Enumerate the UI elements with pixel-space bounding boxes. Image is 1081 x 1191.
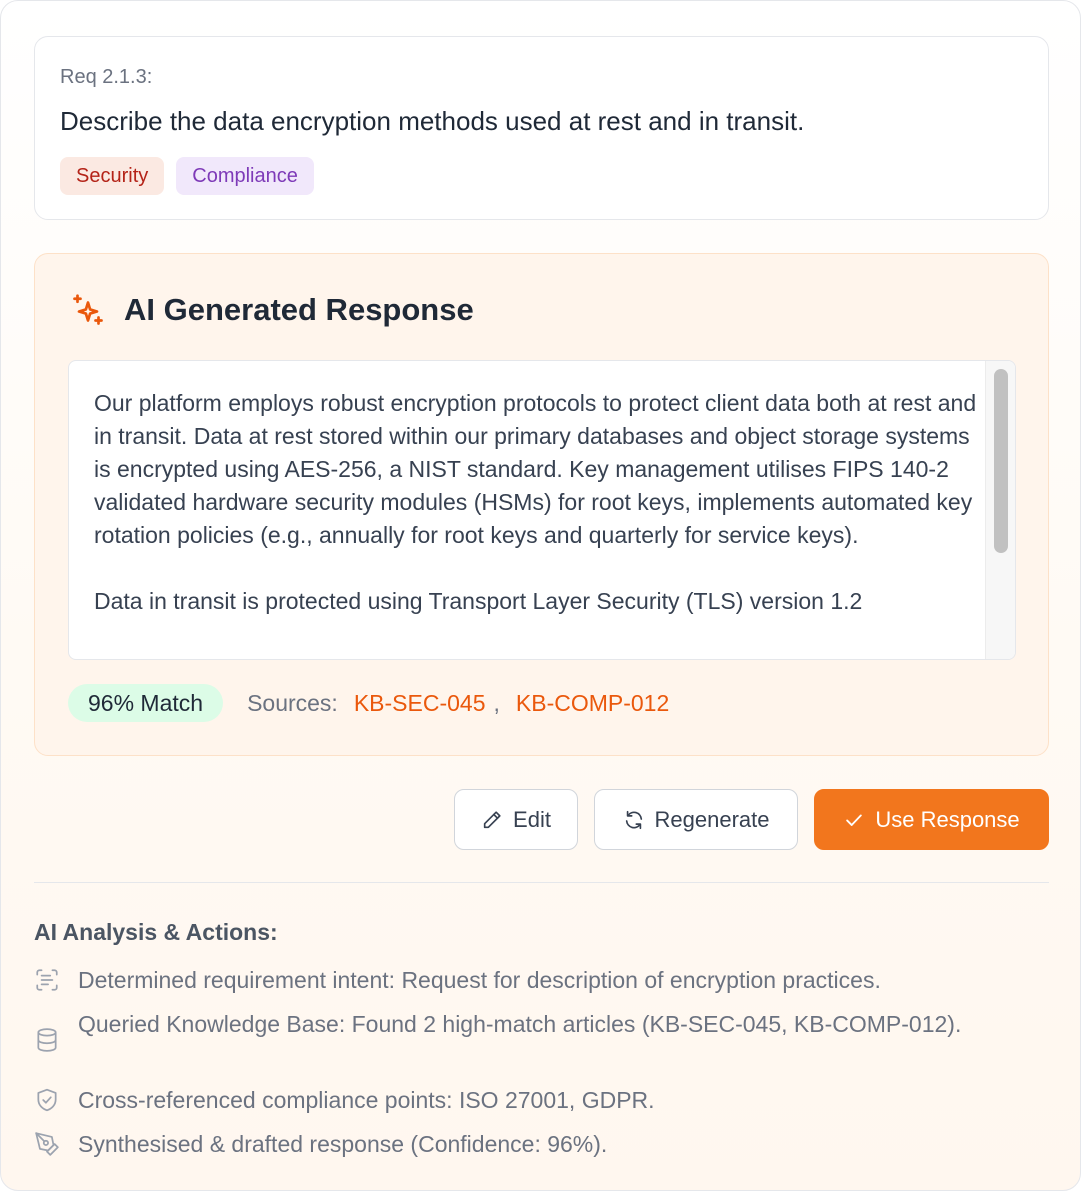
ai-response-title: AI Generated Response (124, 292, 474, 327)
analysis-step (34, 964, 1014, 996)
use-response-button-label: Use Response (875, 806, 1020, 832)
analysis-step-text: Cross-referenced compliance points: ISO 27001, GDPR. (78, 1087, 655, 1113)
source-link-kb-sec-045[interactable]: KB-SEC-045 (353, 689, 486, 716)
database-icon (34, 1027, 60, 1053)
sources-label: Sources: (247, 689, 338, 716)
requirement-id: Req 2.1.3: (60, 66, 153, 88)
analysis-step-text: Determined requirement intent: Request for description of encryption practices. (78, 967, 881, 993)
ai-response-header (70, 292, 474, 328)
check-icon (843, 809, 865, 831)
use-response-button[interactable] (814, 789, 1049, 850)
analysis-step-text: Synthesised & drafted response (Confidence: 96%). (78, 1131, 608, 1157)
analysis-step-text: Queried Knowledge Base: Found 2 high-match articles (KB-SEC-045, KB-COMP-012). (78, 1011, 962, 1037)
scan-text-icon (34, 967, 60, 993)
source-link-kb-comp-012[interactable]: KB-COMP-012 (515, 689, 670, 716)
sparkles-icon (70, 292, 106, 328)
edit-button[interactable] (454, 789, 578, 850)
tag-security: Security (60, 157, 164, 195)
analysis-step (34, 1008, 1014, 1053)
match-badge: 96% Match (68, 684, 223, 722)
scrollbar-thumb[interactable] (994, 369, 1008, 553)
analysis-step (34, 1084, 1014, 1116)
requirement-text: Describe the data encryption methods used at rest and in transit. (60, 106, 805, 136)
edit-button-label: Edit (513, 806, 551, 832)
response-scrollbar[interactable] (985, 361, 1015, 659)
ai-response-panel (34, 253, 1049, 756)
source-separator: , (493, 689, 500, 716)
response-textarea[interactable] (68, 360, 1016, 660)
tag-list (60, 157, 1023, 195)
pencil-icon (481, 809, 503, 831)
requirement-box (34, 36, 1049, 220)
regenerate-button-label: Regenerate (654, 806, 770, 832)
analysis-step (34, 1128, 1014, 1160)
tag-compliance: Compliance (176, 157, 314, 195)
regenerate-button[interactable] (594, 789, 798, 850)
shield-check-icon (34, 1087, 60, 1113)
response-text[interactable]: Our platform employs robust encryption protocols to protect client data both at rest and in transit. Data at rest stored within our primary databases and object storage systems is encrypted using AES-256, a NIST standard. Key management utilises FIPS 140-2 validated hardware security modules (HSMs) for root keys, implements automated key rotation policies (e.g., annually for root keys and quarterly for service keys). Data in transit is protected using Transport Layer Security (TLS) version 1.2 (94, 390, 977, 614)
pen-tool-icon (34, 1131, 60, 1157)
section-divider (34, 882, 1049, 883)
response-meta (68, 684, 669, 722)
refresh-icon (623, 809, 645, 831)
analysis-title: AI Analysis & Actions: (34, 919, 278, 945)
